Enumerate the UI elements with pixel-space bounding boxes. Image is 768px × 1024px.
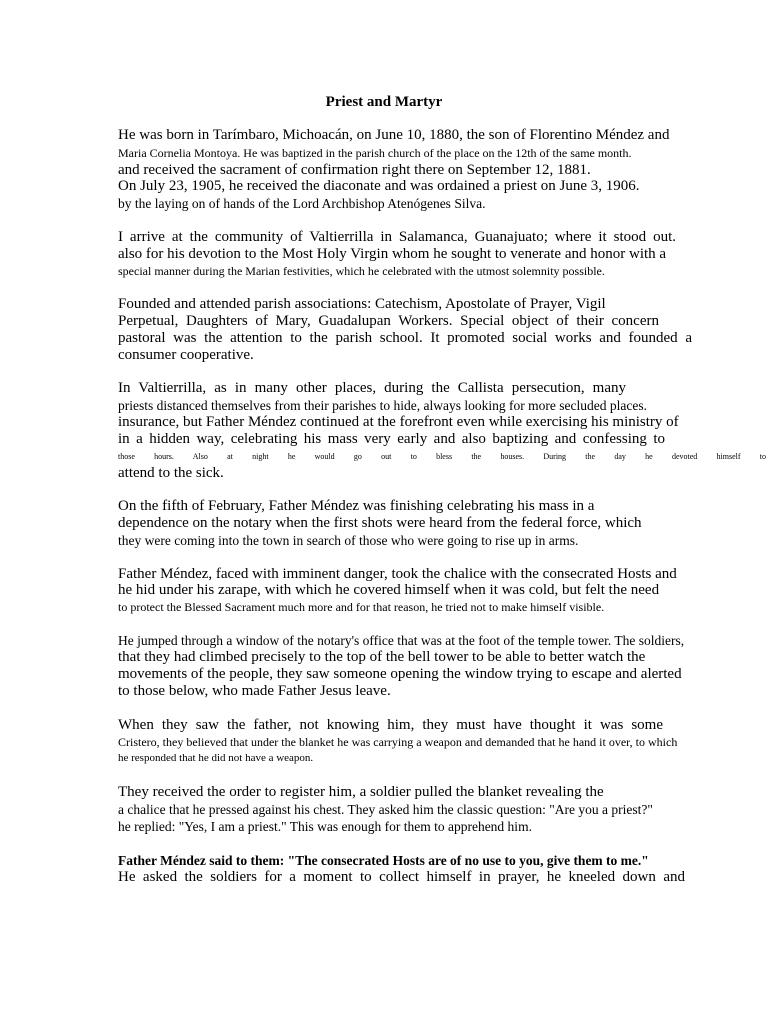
text-line: Maria Cornelia Montoya. He was baptized in the parish church of the place on the 12th of the same month. [118, 146, 632, 160]
text-line: Perpetual, Daughters of Mary, Guadalupan Workers. Special object of their concern [118, 313, 659, 329]
text-line: also for his devotion to the Most Holy Virgin whom he sought to venerate and honor with a [118, 246, 667, 262]
text-line: dependence on the notary when the first shots were heard from the federal force, which [118, 515, 642, 531]
text-line: In Valtierrilla, as in many other places, during the Callista persecution, many [118, 380, 626, 396]
text-line: On the fifth of February, Father Méndez was finishing celebrating his mass in a [118, 498, 595, 514]
text-line: movements of the people, they saw someone opening the window trying to escape and alerted [118, 666, 682, 682]
text-line: He asked the soldiers for a moment to collect himself in prayer, he kneeled down and [118, 869, 685, 885]
text-line: He jumped through a window of the notary's office that was at the foot of the temple tower. The soldiers, [118, 633, 685, 648]
text-line: He was born in Tarímbaro, Michoacán, on June 10, 1880, the son of Florentino Méndez and [118, 127, 670, 143]
text-line: On July 23, 1905, he received the diaconate and was ordained a priest on June 3, 1906. [118, 178, 640, 194]
text-line: to protect the Blessed Sacrament much more and for that reason, he tried not to make himself visible. [118, 600, 605, 614]
text-line: to those below, who made Father Jesus leave. [118, 683, 391, 699]
text-line: special manner during the Marian festivities, which he celebrated with the utmost solemnity possible. [118, 264, 605, 278]
text-line: attend to the sick. [118, 465, 224, 481]
text-line: Founded and attended parish associations: Catechism, Apostolate of Prayer, Vigil [118, 296, 606, 312]
text-line: in a hidden way, celebrating his mass very early and also baptizing and confessing to [118, 431, 665, 447]
text-line: that they had climbed precisely to the top of the bell tower to be able to better watch the [118, 649, 646, 665]
text-line: priests distanced themselves from their parishes to hide, always looking for more secluded places. [118, 398, 647, 413]
text-line: a chalice that he pressed against his chest. They asked him the classic question: "Are you a priest?" [118, 802, 653, 817]
text-line: he hid under his zarape, with which he covered himself when it was cold, but felt the need [118, 582, 660, 598]
text-line: insurance, but Father Méndez continued at the forefront even while exercising his ministry of [118, 414, 679, 430]
text-line: When they saw the father, not knowing him, they must have thought it was some [118, 717, 663, 733]
text-line: Father Méndez said to them: "The consecrated Hosts are of no use to you, give them to me." [118, 853, 649, 868]
text-line: he responded that he did not have a weapon. [118, 752, 314, 764]
text-line: Father Méndez, faced with imminent danger, took the chalice with the consecrated Hosts and [118, 566, 677, 582]
text-line: they were coming into the town in search of those who were going to rise up in arms. [118, 533, 579, 548]
text-line: consumer cooperative. [118, 347, 254, 363]
text-line: They received the order to register him, a soldier pulled the blanket revealing the [118, 784, 604, 800]
document-title: Priest and Martyr [325, 94, 443, 110]
text-line: by the laying on of hands of the Lord Archbishop Atenógenes Silva. [118, 196, 486, 211]
text-line: and received the sacrament of confirmation right there on September 12, 1881. [118, 162, 591, 178]
text-line: those hours. Also at night he would go out to bless the houses. During the day he devoted himself to [118, 452, 766, 461]
text-line: pastoral was the attention to the parish school. It promoted social works and founded a [118, 330, 692, 346]
text-line: he replied: "Yes, I am a priest." This was enough for them to apprehend him. [118, 819, 532, 834]
text-line: I arrive at the community of Valtierrilla in Salamanca, Guanajuato; where it stood out. [118, 229, 676, 245]
text-line: Cristero, they believed that under the blanket he was carrying a weapon and demanded that he hand it over, to which [118, 735, 678, 749]
